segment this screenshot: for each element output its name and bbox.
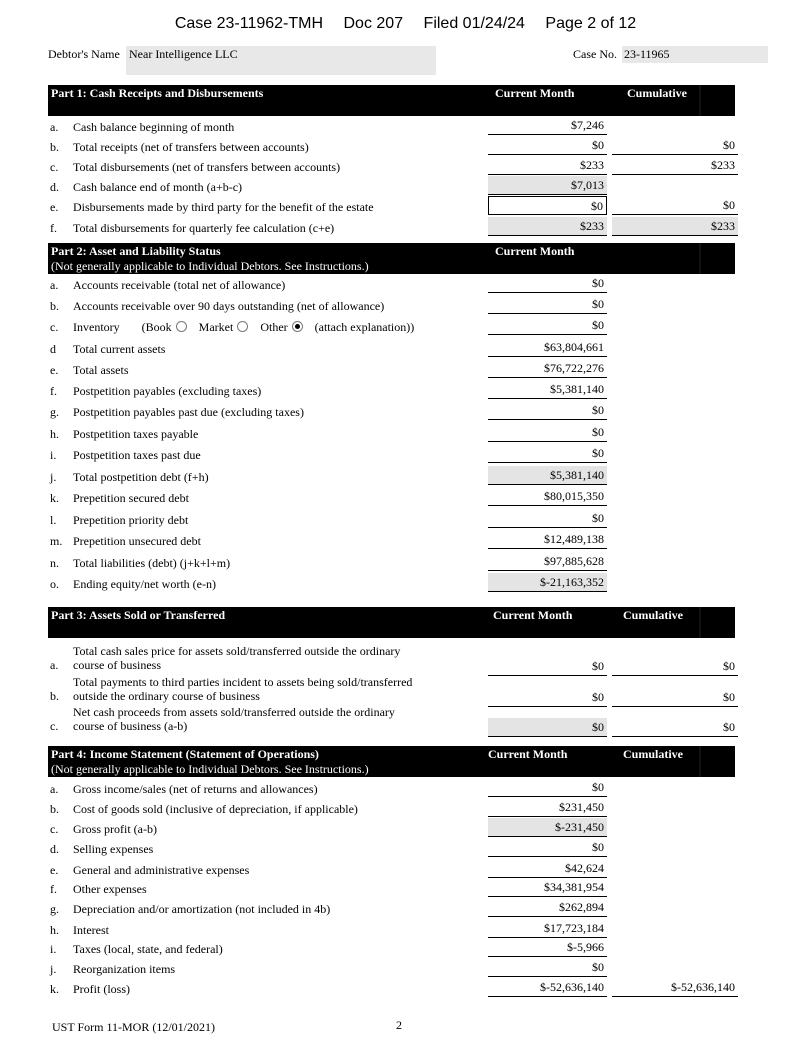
row-label: Total current assets (73, 342, 166, 356)
row-label: Total receipts (net of transfers between accounts) (73, 140, 309, 154)
cumulative-value[interactable]: $0 (612, 196, 738, 215)
radio-book[interactable] (176, 321, 187, 332)
current-month-value[interactable]: $34,381,954 (488, 878, 607, 897)
table-row (48, 362, 738, 382)
row-label: Reorganization items (73, 962, 176, 976)
part1-col-current: Current Month (495, 86, 575, 100)
current-month-value[interactable]: $5,381,140 (488, 380, 607, 399)
row-letter: g. (50, 902, 59, 916)
header-divider (699, 607, 701, 638)
row-letter: i. (50, 942, 57, 956)
current-month-value[interactable]: $262,894 (488, 898, 607, 917)
part1-col-cumulative: Cumulative (627, 86, 687, 100)
row-label-cont: course of business (73, 658, 161, 672)
cumulative-value[interactable]: $233 (612, 217, 738, 236)
part3-header (48, 607, 735, 638)
part4-col-cumulative: Cumulative (623, 747, 683, 761)
row-letter: a. (50, 120, 59, 134)
part1-title: Part 1: Cash Receipts and Disbursements (51, 86, 264, 100)
part3-title: Part 3: Assets Sold or Transferred (51, 608, 226, 622)
table-row (48, 447, 738, 467)
row-letter: c. (50, 719, 59, 733)
header-divider (699, 746, 701, 777)
filing-header (0, 15, 811, 33)
row-letter: o. (50, 577, 59, 591)
form-footer: UST Form 11-MOR (12/01/2021) (52, 1020, 216, 1034)
current-month-value[interactable]: $0 (488, 274, 607, 293)
radio-market[interactable] (237, 321, 248, 332)
row-label: Other expenses (73, 882, 147, 896)
row-letter: e. (50, 200, 59, 214)
row-letter: a. (50, 658, 59, 672)
table-row (48, 341, 738, 361)
current-month-value[interactable]: $0 (488, 838, 607, 857)
current-month-value[interactable]: $42,624 (488, 859, 607, 878)
table-row (48, 383, 738, 403)
row-letter: n. (50, 556, 59, 570)
row-letter: d. (50, 180, 59, 194)
row-label: Cash balance beginning of month (73, 120, 235, 134)
row-label: Total assets (73, 363, 129, 377)
table-row (48, 404, 738, 424)
row-label: Total liabilities (debt) (j+k+l+m) (73, 556, 231, 570)
cumulative-value[interactable]: $0 (612, 688, 738, 707)
header-divider (699, 243, 701, 274)
current-month-value[interactable]: $0 (488, 718, 607, 737)
row-label: Postpetition taxes past due (73, 448, 201, 462)
part2-col-current: Current Month (495, 244, 575, 258)
table-row (48, 298, 738, 318)
part2-subtitle: (Not generally applicable to Individual Debtors. See Instructions.) (51, 259, 369, 273)
row-label: Cash balance end of month (a+b-c) (73, 180, 243, 194)
debtor-name-label: Debtor's Name (48, 47, 120, 61)
row-letter: d (50, 342, 56, 356)
table-row (48, 469, 738, 489)
table-row (48, 841, 738, 861)
part1-header (48, 85, 735, 116)
part4-subtitle: (Not generally applicable to Individual Debtors. See Instructions.) (51, 762, 369, 776)
row-label: Accounts receivable over 90 days outstanding (net of allowance) (73, 299, 385, 313)
case-number-stamp: Case 23-11962-TMH (174, 15, 324, 32)
cumulative-value[interactable]: $0 (612, 657, 738, 676)
table-row (48, 901, 738, 921)
row-label: Cost of goods sold (inclusive of depreciation, if applicable) (73, 802, 358, 816)
table-row (48, 512, 738, 532)
case-no-label: Case No. (573, 47, 617, 61)
doc-number-stamp: Doc 207 (343, 15, 404, 32)
part2-title: Part 2: Asset and Liability Status (51, 244, 221, 258)
current-month-value[interactable]: $0 (488, 136, 607, 155)
current-month-value[interactable]: $0 (488, 423, 607, 442)
part4-header (48, 746, 735, 777)
page-stamp: Page 2 of 12 (545, 15, 637, 32)
current-month-value[interactable]: $7,246 (488, 116, 607, 135)
table-row (48, 881, 738, 901)
row-label: Prepetition secured debt (73, 491, 189, 505)
row-label: Postpetition taxes payable (73, 427, 199, 441)
table-row (48, 781, 738, 801)
current-month-value[interactable]: $76,722,276 (488, 359, 607, 378)
row-label: Accounts receivable (total net of allowance) (73, 278, 286, 292)
table-row (48, 941, 738, 961)
part4-col-current: Current Month (488, 747, 568, 761)
current-month-value[interactable]: $97,885,628 (488, 552, 607, 571)
table-row (48, 277, 738, 297)
table-row (48, 862, 738, 882)
row-label: Ending equity/net worth (e-n) (73, 577, 216, 591)
part3-col-cumulative: Cumulative (623, 608, 683, 622)
row-label: Gross profit (a-b) (73, 822, 157, 836)
table-row (48, 555, 738, 575)
attach-label: (attach explanation)) (314, 320, 415, 334)
current-month-value[interactable]: $0 (488, 316, 607, 335)
current-month-value[interactable]: $-21,163,352 (488, 573, 607, 592)
row-letter: h. (50, 427, 59, 441)
row-letter: g. (50, 405, 59, 419)
row-letter: k. (50, 491, 59, 505)
row-letter: e. (50, 863, 59, 877)
market-label: Market (198, 320, 234, 334)
other-label: Other (260, 320, 288, 334)
cumulative-value[interactable]: $233 (612, 156, 738, 175)
current-month-value[interactable]: $5,381,140 (488, 466, 607, 485)
row-label: Gross income/sales (net of returns and allowances) (73, 782, 318, 796)
row-label: Disbursements made by third party for the benefit of the estate (73, 200, 374, 214)
row-label (73, 320, 426, 335)
row-letter: m. (50, 534, 63, 548)
part3-col-current: Current Month (493, 608, 573, 622)
row-letter: b. (50, 689, 59, 703)
row-label: Total disbursements (net of transfers between accounts) (73, 160, 341, 174)
row-letter: j. (50, 962, 57, 976)
book-label: (Book (141, 320, 172, 334)
table-row (48, 922, 738, 942)
row-letter: c. (50, 320, 59, 334)
row-label: Selling expenses (73, 842, 154, 856)
row-label: Total postpetition debt (f+h) (73, 470, 209, 484)
table-row (48, 426, 738, 446)
row-label: Interest (73, 923, 109, 937)
current-month-value[interactable]: $0 (488, 657, 607, 676)
cumulative-value[interactable]: $0 (612, 136, 738, 155)
row-label: General and administrative expenses (73, 863, 250, 877)
row-label: Net cash proceeds from assets sold/transferred outside the ordinary (73, 705, 395, 719)
cumulative-value[interactable]: $-52,636,140 (612, 978, 738, 997)
row-label: Taxes (local, state, and federal) (73, 942, 223, 956)
row-letter: j. (50, 470, 57, 484)
current-month-value[interactable]: $0 (488, 444, 607, 463)
current-month-value[interactable]: $-52,636,140 (488, 978, 607, 997)
row-letter: i. (50, 448, 57, 462)
row-label: Total disbursements for quarterly fee calculation (c+e) (73, 221, 335, 235)
row-letter: l. (50, 513, 57, 527)
current-month-value[interactable]: $233 (488, 217, 607, 236)
row-letter: b. (50, 802, 59, 816)
current-month-value[interactable]: $233 (488, 156, 607, 175)
row-label: Prepetition priority debt (73, 513, 189, 527)
current-month-value[interactable]: $0 (488, 778, 607, 797)
row-letter: k. (50, 982, 59, 996)
cumulative-value[interactable]: $0 (612, 718, 738, 737)
filed-date-stamp: Filed 01/24/24 (423, 15, 525, 32)
header-divider (699, 85, 701, 116)
current-month-value[interactable]: $0 (488, 688, 607, 707)
row-letter: f. (50, 882, 57, 896)
row-label-cont: course of business (a-b) (73, 719, 188, 733)
row-letter: b. (50, 140, 59, 154)
row-letter: f. (50, 384, 57, 398)
row-letter: e. (50, 363, 59, 377)
current-month-value[interactable]: $63,804,661 (488, 338, 607, 357)
debtor-header (48, 46, 768, 76)
row-letter: a. (50, 278, 59, 292)
current-month-value[interactable]: $231,450 (488, 798, 607, 817)
row-letter: b. (50, 299, 59, 313)
current-month-value[interactable]: $-5,966 (488, 938, 607, 957)
current-month-value[interactable]: $0 (488, 509, 607, 528)
current-month-value[interactable]: $0 (488, 401, 607, 420)
inventory-label: Inventory (73, 320, 120, 334)
current-month-value[interactable]: $-231,450 (488, 818, 607, 837)
row-label: Total payments to third parties incident to assets being sold/transferred (73, 675, 413, 689)
row-letter: h. (50, 923, 59, 937)
current-month-value[interactable]: $0 (488, 196, 607, 215)
part2-header (48, 243, 735, 274)
row-letter: a. (50, 782, 59, 796)
row-label-cont: outside the ordinary course of business (73, 689, 260, 703)
row-letter: c. (50, 160, 59, 174)
current-month-value[interactable]: $12,489,138 (488, 530, 607, 549)
page-number: 2 (396, 1018, 402, 1032)
table-row (48, 801, 738, 821)
current-month-value[interactable]: $0 (488, 958, 607, 977)
table-row (48, 319, 738, 339)
part4-title: Part 4: Income Statement (Statement of Operations) (51, 747, 319, 761)
row-label: Profit (loss) (73, 982, 130, 996)
current-month-value[interactable]: $80,015,350 (488, 487, 607, 506)
current-month-value[interactable]: $0 (488, 295, 607, 314)
row-label: Postpetition payables (excluding taxes) (73, 384, 262, 398)
row-label: Total cash sales price for assets sold/transferred outside the ordinary (73, 644, 401, 658)
table-row (48, 490, 738, 510)
debtor-name-field[interactable]: Near Intelligence LLC (126, 46, 436, 75)
table-row (48, 533, 738, 553)
current-month-value[interactable]: $17,723,184 (488, 919, 607, 938)
row-label: Depreciation and/or amortization (not included in 4b) (73, 902, 331, 916)
table-row (48, 576, 738, 596)
row-letter: d. (50, 842, 59, 856)
table-row (48, 821, 738, 841)
current-month-value[interactable]: $7,013 (488, 176, 607, 195)
row-label: Postpetition payables past due (excluding taxes) (73, 405, 304, 419)
radio-other[interactable] (292, 321, 303, 332)
case-no-field[interactable]: 23-11965 (622, 46, 768, 63)
row-letter: f. (50, 221, 57, 235)
row-letter: c. (50, 822, 59, 836)
row-label: Prepetition unsecured debt (73, 534, 201, 548)
